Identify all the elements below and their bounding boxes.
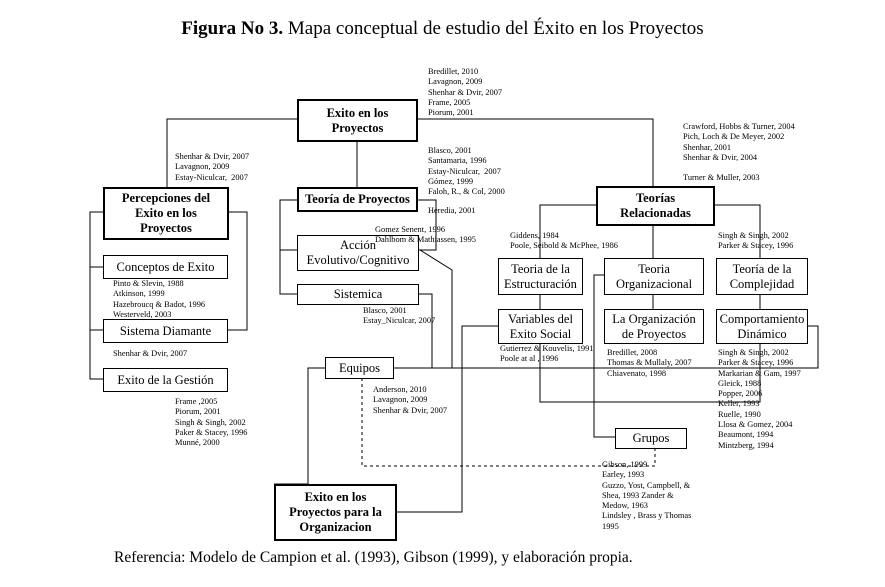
node-exito-proyectos: Exito en los Proyectos (297, 99, 418, 142)
node-percepciones: Percepciones del Exito en los Proyectos (103, 187, 229, 240)
node-accion: Acción Evolutivo/Cognitivo (297, 235, 419, 271)
citation-bredillet: Bredillet, 2008 Thomas & Mullaly, 2007 Chiavenato, 1998 (607, 348, 692, 378)
node-conceptos-exito: Conceptos de Exito (103, 255, 228, 279)
citation-gibson: Gibson, 1999 Earley, 1993 Guzzo, Yost, Campbell, & Shea, 1993 Zander & Medow, 1963 Lindsley , Brass y Thomas 1995 (602, 460, 692, 531)
figure-title: Figura No 3. Mapa conceptual de estudio del Éxito en los Proyectos (181, 18, 704, 39)
node-teorias-relacionadas: Teorías Relacionadas (596, 186, 715, 226)
citation-gomez: Gomez Senent, 1996 Dahlbom & Mathiassen, 1995 (375, 225, 476, 245)
citation-frame: Frame ,2005 Piorum, 2001 Singh & Singh, 2002 Paker & Stacey, 1996 Munné, 2000 (175, 397, 248, 448)
citation-singh-bottom: Singh & Singh, 2002 Parker & Stacey, 1996 Markarian & Gam, 1997 Gleick, 1988 Popper, 2006 Keller, 1993 Ruelle, 1990 Llosa & Gomez, 2004 Beaumont, 1994 Mintzberg, 1994 (718, 348, 801, 450)
node-grupos: Grupos (615, 428, 687, 449)
citation-anderson: Anderson, 2010 Lavagnon, 2009 Shenhar & Dvir, 2007 (373, 385, 448, 415)
node-exito-gestion: Exito de la Gestión (103, 368, 228, 392)
citation-pinto: Pinto & Slevin, 1988 Atkinson, 1999 Hazebroucq & Badot, 1996 Westerveld, 2003 (113, 279, 206, 319)
node-comportamiento-dinamico: Comportamiento Dinámico (716, 309, 808, 344)
citation-heredia: Heredia, 2001 (428, 206, 476, 215)
citation-gutierrez: Gutierrez & Kouvelis, 1991 Poole at al , 1996 (500, 344, 594, 364)
citation-singh-top: Singh & Singh, 2002 Parker & Stacey, 1996 (718, 231, 794, 251)
node-teoria-complejidad: Teoría de la Complejidad (716, 258, 808, 295)
citation-shenhar-mid: Shenhar & Dvir, 2007 (113, 349, 188, 358)
node-sistemica: Sistemica (297, 284, 419, 305)
citation-giddens: Giddens, 1984 Poole, Seibold & McPhee, 1986 (510, 231, 618, 251)
node-teoria-estructuracion: Teoria de la Estructuración (498, 258, 583, 295)
citation-percepciones: Shenhar & Dvir, 2007 Lavagnon, 2009 Estay-Niculcar, 2007 (175, 152, 250, 182)
citation-top: Bredillet, 2010 Lavagnon, 2009 Shenhar & Dvir, 2007 Frame, 2005 Piorum, 2001 (428, 67, 503, 118)
citation-blasco: Blasco, 2001 Estay_Niculcar, 2007 (363, 306, 436, 326)
node-equipos: Equipos (325, 357, 394, 379)
citation-right-top: Crawford, Hobbs & Turner, 2004 Pich, Loch & De Meyer, 2002 Shenhar, 2001 Shenhar & Dvir, 2004 Turner & Muller, 2003 (683, 122, 795, 183)
node-variables-exito-social: Variables del Exito Social (498, 309, 583, 344)
figure-reference: Referencia: Modelo de Campion et al. (1993), Gibson (1999), y elaboración propia. (114, 549, 633, 566)
node-exito-organizacion: Exito en los Proyectos para la Organizacion (274, 484, 397, 541)
node-organizacion-proyectos: La Organización de Proyectos (604, 309, 704, 344)
node-sistema-diamante: Sistema Diamante (103, 319, 228, 343)
node-teoria-organizacional: Teoria Organizacional (604, 258, 704, 295)
citation-teoria-proyectos: Blasco, 2001 Santamaria, 1996 Estay-Niculcar, 2007 Gómez, 1999 Faloh, R., & Col, 2000 (428, 146, 505, 197)
node-teoria-proyectos: Teoría de Proyectos (297, 187, 418, 212)
